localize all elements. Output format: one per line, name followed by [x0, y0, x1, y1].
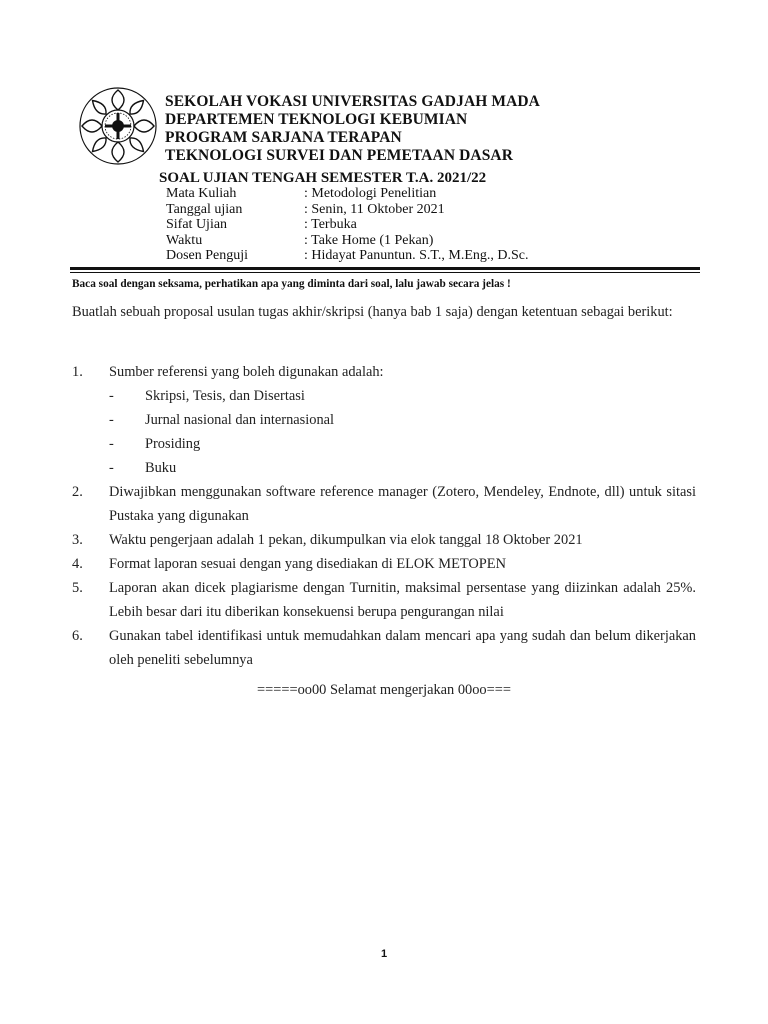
item-text: Sumber referensi yang boleh digunakan adalah: — [109, 364, 384, 380]
page-number: 1 — [380, 948, 388, 960]
meta-label: Dosen Penguji — [166, 248, 249, 263]
meta-row — [166, 233, 529, 249]
meta-row — [166, 248, 529, 264]
institution-line: SEKOLAH VOKASI UNIVERSITAS GADJAH MADA — [165, 93, 540, 110]
meta-value: : Hidayat Panuntun. S.T., M.Eng., D.Sc. — [304, 248, 529, 263]
exam-title: SOAL UJIAN TENGAH SEMESTER T.A. 2021/22 — [159, 170, 487, 186]
item-text: Format laporan sesuai dengan yang disediakan di ELOK METOPEN — [109, 556, 506, 572]
meta-value: : Terbuka — [304, 217, 357, 232]
meta-row — [166, 186, 529, 202]
sub-item-text: Prosiding — [145, 436, 201, 452]
item-number: 6. — [72, 628, 83, 644]
meta-row — [166, 202, 529, 218]
sub-item-dash: - — [109, 436, 114, 452]
sub-item-dash: - — [109, 388, 114, 404]
item-number: 3. — [72, 532, 83, 548]
meta-value: : Take Home (1 Pekan) — [304, 232, 434, 248]
meta-label: Mata Kuliah — [166, 186, 237, 201]
item-number: 1. — [72, 364, 83, 380]
meta-label: Tanggal ujian — [166, 201, 243, 217]
header-divider-thick — [70, 267, 700, 270]
institution-header — [165, 93, 540, 165]
institution-line: TEKNOLOGI SURVEI DAN PEMETAAN DASAR — [165, 147, 514, 164]
item-number: 4. — [72, 556, 83, 572]
closing-line: =====oo00 Selamat mengerjakan 00oo=== — [257, 682, 511, 698]
meta-row — [166, 217, 529, 233]
intro-paragraph: Buatlah sebuah proposal usulan tugas akhir/skripsi (hanya bab 1 saja) dengan ketentuan sebagai berikut: — [72, 304, 673, 320]
sub-item-text: Buku — [145, 460, 177, 476]
item-number: 5. — [72, 580, 83, 596]
item-text: Diwajibkan menggunakan software reference manager (Zotero, Mendeley, Endnote, dll) untuk sitasi Pustaka yang digunakan — [109, 484, 696, 524]
ugm-seal-icon — [78, 86, 158, 166]
instruction-text: Baca soal dengan seksama, perhatikan apa yang diminta dari soal, lalu jawab secara jelas ! — [72, 278, 511, 290]
item-text: Waktu pengerjaan adalah 1 pekan, dikumpulkan via elok tanggal 18 Oktober 2021 — [109, 532, 583, 548]
institution-line: DEPARTEMEN TEKNOLOGI KEBUMIAN — [165, 111, 468, 128]
meta-label: Waktu — [166, 232, 203, 248]
sub-item-text: Jurnal nasional dan internasional — [145, 412, 335, 428]
exam-meta-table — [166, 186, 529, 264]
sub-item-dash: - — [109, 460, 114, 476]
item-number: 2. — [72, 484, 83, 500]
header-divider-thin — [70, 272, 700, 273]
item-text: Laporan akan dicek plagiarisme dengan Turnitin, maksimal persentase yang diizinkan adalah 25%. Lebih besar dari itu diberikan konsekuensi berupa pengurangan nilai — [109, 580, 696, 620]
institution-line: PROGRAM SARJANA TERAPAN — [165, 129, 402, 146]
sub-item-text: Skripsi, Tesis, dan Disertasi — [145, 388, 305, 404]
sub-item-dash: - — [109, 412, 114, 428]
meta-label: Sifat Ujian — [166, 217, 228, 232]
meta-value: : Metodologi Penelitian — [304, 186, 437, 201]
item-text: Gunakan tabel identifikasi untuk memudahkan dalam mencari apa yang sudah dan belum dikerjakan oleh peneliti sebelumnya — [109, 628, 696, 668]
meta-value: : Senin, 11 Oktober 2021 — [304, 201, 445, 217]
